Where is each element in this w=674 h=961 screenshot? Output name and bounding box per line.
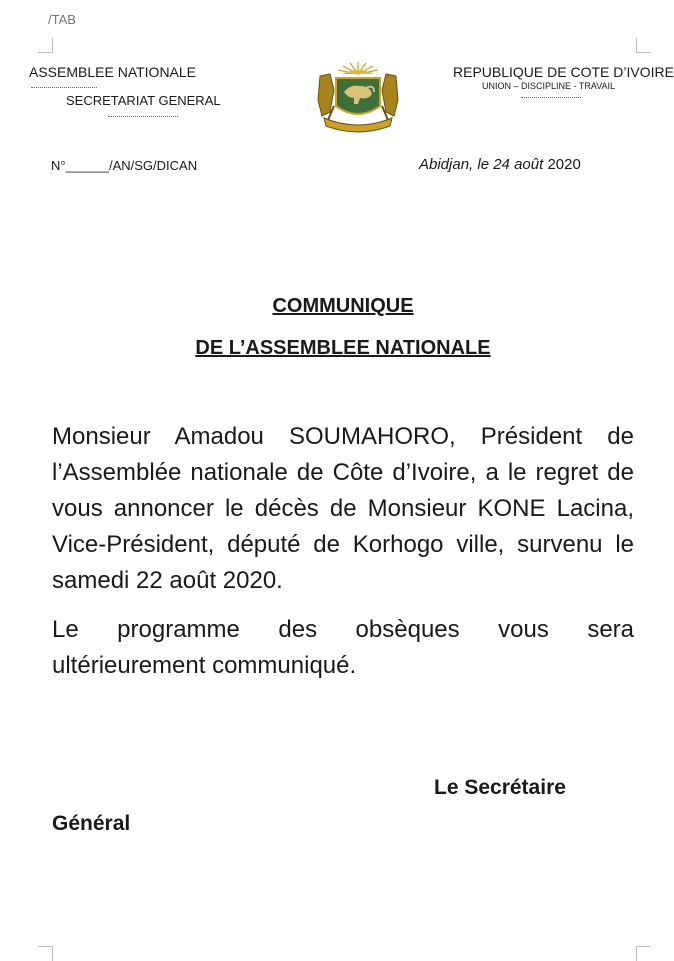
cote-divoire-coat-of-arms-icon	[314, 60, 402, 138]
date-line	[419, 156, 581, 173]
signature-title-continued: Général	[52, 812, 131, 835]
header-right-divider	[521, 97, 581, 98]
date-text: Abidjan, le 24 août	[419, 156, 544, 173]
body-paragraph: Monsieur Amadou SOUMAHORO, Président de l’Assemblée nationale de Côte d’Ivoire, a le regret de vous annoncer le décès de Monsieur KONE Lacina, Vice-Président, député de Korhogo ville, survenu le samedi 22 août 2020.	[52, 423, 634, 594]
reference-number: N°______/AN/SG/DICAN	[51, 158, 198, 173]
document-subtitle: DE L’ASSEMBLEE NATIONALE	[195, 337, 491, 359]
page-corner-top-left	[38, 38, 53, 53]
date-year: 2020	[547, 156, 581, 173]
header-country: REPUBLIQUE DE COTE D’IVOIRE	[453, 64, 674, 80]
header-department-divider	[108, 116, 178, 117]
header-motto: UNION – DISCIPLINE - TRAVAIL	[482, 81, 616, 91]
header-institution: ASSEMBLEE NATIONALE	[29, 64, 197, 80]
header-department: SECRETARIAT GENERAL	[66, 93, 221, 108]
header-left-divider	[31, 87, 97, 88]
page-corner-top-right	[636, 38, 651, 53]
page-corner-bottom-right	[636, 946, 651, 961]
document-title: COMMUNIQUE	[272, 295, 414, 317]
signature-title: Le Secrétaire	[434, 776, 566, 799]
tab-marker: /TAB	[48, 12, 76, 27]
page-corner-bottom-left	[38, 946, 53, 961]
body-paragraph: Le programme des obsèques vous sera ultérieurement communiqué.	[52, 616, 634, 679]
